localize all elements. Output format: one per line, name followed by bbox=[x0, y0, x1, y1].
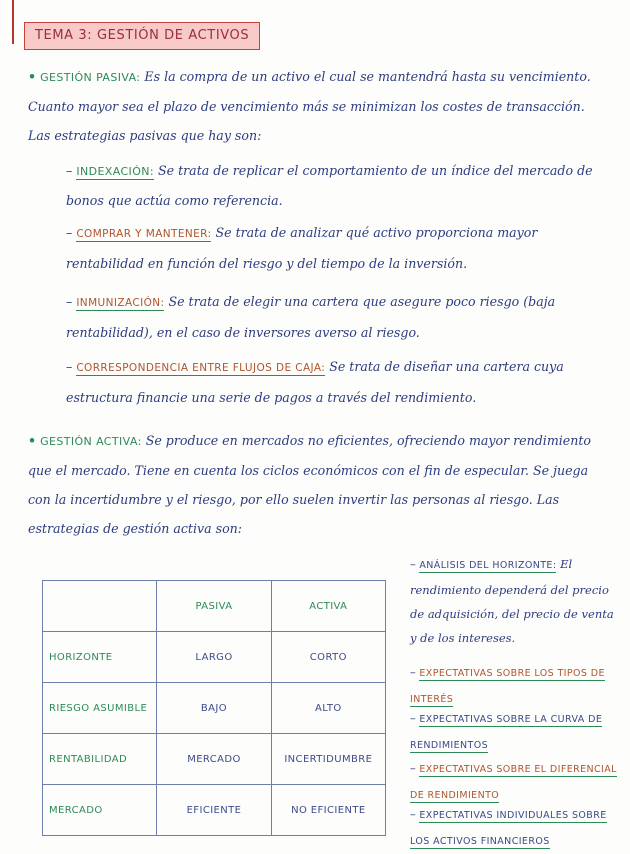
expectation-label: EXPECTATIVAS SOBRE LA CURVA DE RENDIMIENTOS bbox=[410, 714, 603, 751]
margin-line bbox=[12, 0, 14, 44]
expectation-item: – EXPECTATIVAS SOBRE EL DIFERENCIAL DE RENDIMIENTO bbox=[410, 761, 617, 801]
table-cell: CORTO bbox=[271, 632, 385, 683]
strategy-item: – INMUNIZACIÓN: Se trata de elegir una cartera que asegure poco riesgo (baja rentabilidad), en el caso de inversores averso al riesgo. bbox=[66, 294, 556, 340]
table-cell: EFICIENTE bbox=[157, 785, 271, 836]
strategy-term: INMUNIZACIÓN: bbox=[76, 297, 165, 309]
expectation-item: – EXPECTATIVAS SOBRE LA CURVA DE RENDIMIENTOS bbox=[410, 711, 603, 751]
expectation-item: – EXPECTATIVAS INDIVIDUALES SOBRE LOS ACTIVOS FINANCIEROS bbox=[410, 807, 607, 847]
passive-paragraph bbox=[28, 62, 608, 150]
bullet-icon: • bbox=[28, 69, 37, 84]
strategy-text: Se trata de diseñar una cartera cuya estructura financie una serie de pagos a través del rendimiento. bbox=[66, 359, 564, 405]
strategy-term: COMPRAR Y MANTENER: bbox=[76, 228, 212, 240]
table-cell: NO EFICIENTE bbox=[271, 785, 385, 836]
table-row bbox=[43, 683, 386, 734]
table-cell: BAJO bbox=[157, 683, 271, 734]
column-header: PASIVA bbox=[157, 581, 271, 632]
horizon-term: ANÁLISIS DEL HORIZONTE: bbox=[419, 560, 557, 571]
expectation-label: EXPECTATIVAS SOBRE EL DIFERENCIAL DE RENDIMIENTO bbox=[410, 764, 617, 801]
table-row bbox=[43, 734, 386, 785]
table-row bbox=[43, 632, 386, 683]
horizon-text: El rendimiento dependerá del precio de adquisición, del precio de venta y de los intereses. bbox=[410, 557, 614, 645]
strategy-text: Se trata de replicar el comportamiento de un índice del mercado de bonos que actúa como referencia. bbox=[66, 163, 593, 208]
expectation-label: EXPECTATIVAS INDIVIDUALES SOBRE LOS ACTIVOS FINANCIEROS bbox=[410, 810, 607, 847]
strategy-item: – INDEXACIÓN: Se trata de replicar el comportamiento de un índice del mercado de bonos que actúa como referencia. bbox=[66, 163, 593, 208]
strategy-text: Se trata de elegir una cartera que asegure poco riesgo (baja rentabilidad), en el caso de inversores averso al riesgo. bbox=[66, 294, 556, 340]
expectation-label: EXPECTATIVAS SOBRE LOS TIPOS DE INTERÉS bbox=[410, 668, 605, 705]
table-header-row bbox=[43, 581, 386, 632]
table-cell: LARGO bbox=[157, 632, 271, 683]
active-term: GESTIÓN ACTIVA: bbox=[40, 435, 142, 448]
passive-text: Es la compra de un activo el cual se mantendrá hasta su vencimiento. Cuanto mayor sea el plazo de vencimiento más se minimizan los costes de transacción. Las estrategias pasivas que hay son: bbox=[28, 69, 591, 143]
column-header: ACTIVA bbox=[271, 581, 385, 632]
expectation-item: – EXPECTATIVAS SOBRE LOS TIPOS DE INTERÉS bbox=[410, 665, 605, 705]
row-header: HORIZONTE bbox=[43, 632, 157, 683]
table-cell: ALTO bbox=[271, 683, 385, 734]
table-cell: INCERTIDUMBRE bbox=[271, 734, 385, 785]
active-paragraph bbox=[28, 426, 613, 543]
passive-term: GESTIÓN PASIVA: bbox=[40, 71, 141, 84]
bullet-icon: • bbox=[28, 433, 37, 448]
active-text: Se produce en mercados no eficientes, ofreciendo mayor rendimiento que el mercado. Tiene en cuenta los ciclos económicos con el fin de especular. Se juega con la incertidumbre y el riesgo, por ello suelen invertir las personas al riesgo. Las estrategias de gestión activa son: bbox=[28, 433, 592, 536]
strategy-term: INDEXACIÓN: bbox=[76, 165, 154, 178]
row-header: RIESGO ASUMIBLE bbox=[43, 683, 157, 734]
table-corner bbox=[43, 581, 157, 632]
page-title: TEMA 3: GESTIÓN DE ACTIVOS bbox=[24, 22, 260, 50]
strategy-item: – CORRESPONDENCIA ENTRE FLUJOS DE CAJA: Se trata de diseñar una cartera cuya estructura financie una serie de pagos a través del rendimiento. bbox=[66, 359, 564, 405]
table-cell: MERCADO bbox=[157, 734, 271, 785]
strategy-text: Se trata de analizar qué activo proporciona mayor rentabilidad en función del riesgo y del tiempo de la inversión. bbox=[66, 225, 538, 271]
strategy-item: – COMPRAR Y MANTENER: Se trata de analizar qué activo proporciona mayor rentabilidad en función del riesgo y del tiempo de la inversión. bbox=[66, 225, 538, 271]
table-row bbox=[43, 785, 386, 836]
row-header: RENTABILIDAD bbox=[43, 734, 157, 785]
row-header: MERCADO bbox=[43, 785, 157, 836]
horizon-analysis-note: – ANÁLISIS DEL HORIZONTE: El rendimiento dependerá del precio de adquisición, del precio de venta y de los intereses. bbox=[410, 557, 614, 645]
strategy-term: CORRESPONDENCIA ENTRE FLUJOS DE CAJA: bbox=[76, 362, 326, 374]
comparison-table bbox=[42, 580, 386, 836]
